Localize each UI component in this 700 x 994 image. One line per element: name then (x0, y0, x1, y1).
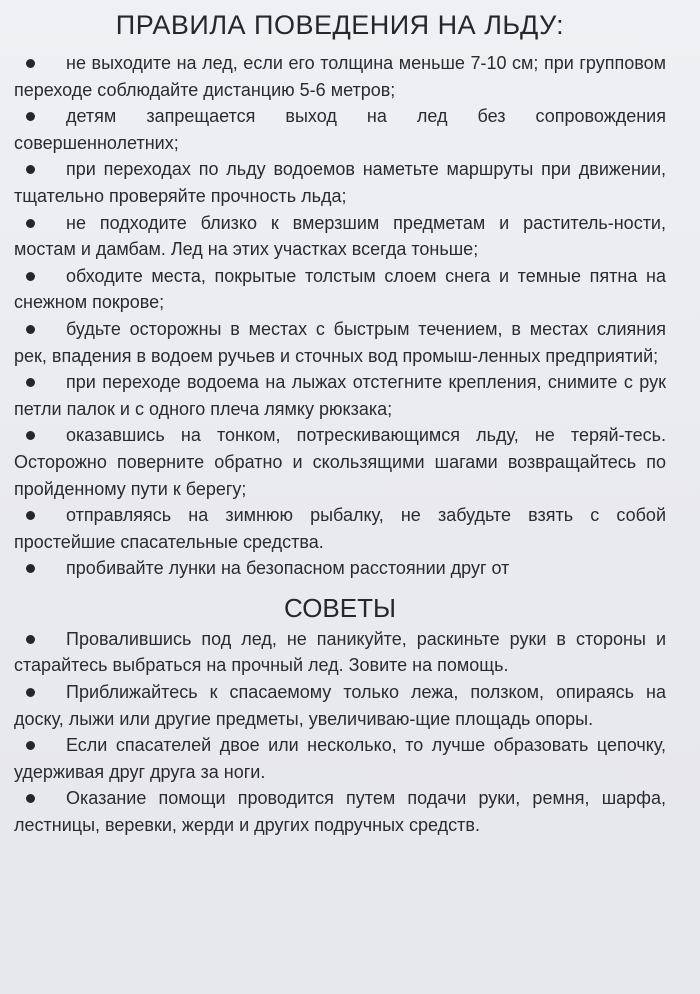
rule-text: при переходе водоема на лыжах отстегните крепления, снимите с рук петли палок и с одного плеча лямку рюкзака; (14, 372, 666, 419)
tip-text: Если спасателей двое или несколько, то лучше образовать цепочку, удерживая друг друга за ноги. (14, 735, 666, 782)
rule-text: будьте осторожны в местах с быстрым течением, в местах слияния рек, впадения в водоем ручьев и сточных вод промыш-ленных предприятий; (14, 318, 666, 366)
rule-item (14, 369, 666, 422)
rule-text: отправляясь на зимнюю рыбалку, не забудьте взять с собой простейшие спасательные средства. (14, 505, 666, 552)
bullet-icon (26, 112, 35, 121)
rule-item (14, 555, 666, 582)
rule-text: обходите места, покрытые толстым слоем снега и темные пятна на снежном покрове; (14, 265, 666, 313)
rule-text: не выходите на лед, если его толщина меньше 7-10 см; при групповом переходе соблюдайте дистанцию 5-6 метров; (14, 53, 666, 100)
rule-text: пробивайте лунки на безопасном расстоянии друг от (66, 558, 510, 579)
tip-item (14, 626, 666, 679)
bullet-icon (26, 378, 35, 387)
rule-item (14, 316, 666, 369)
rule-item (14, 263, 666, 316)
bullet-icon (26, 688, 35, 697)
rule-item (14, 210, 666, 263)
rule-text: при переходах по льду водоемов наметьте маршруты при движении, тщательно проверяйте прочность льда; (14, 159, 666, 206)
rule-item (14, 103, 666, 156)
bullet-icon (26, 165, 35, 174)
bullet-icon (26, 272, 35, 281)
tip-text: Приближайтесь к спасаемому только лежа, ползком, опираясь на доску, лыжи или другие предметы, увеличиваю-щие площадь опоры. (14, 682, 666, 729)
rule-item (14, 422, 666, 502)
tip-item (14, 732, 666, 785)
rules-list (14, 50, 666, 582)
tip-text: Провалившись под лед, не паникуйте, раскиньте руки в стороны и старайтесь выбраться на прочный лед. Зовите на помощь. (14, 628, 666, 676)
rule-text: оказавшись на тонком, потрескивающимся льду, не теряй-тесь. Осторожно поверните обратно и скользящими шагами возвращайтесь по пройденному пути к берегу; (14, 425, 666, 499)
rule-item (14, 156, 666, 209)
bullet-icon (26, 564, 35, 573)
bullet-icon (26, 219, 35, 228)
bullet-icon (26, 635, 35, 644)
tips-title: СОВЕТЫ (283, 592, 396, 623)
tip-item (14, 785, 666, 838)
tip-item (14, 679, 666, 732)
bullet-icon (26, 511, 35, 520)
bullet-icon (26, 794, 35, 803)
bullet-icon (26, 431, 35, 440)
bullet-icon (26, 741, 35, 750)
rule-text: не подходите близко к вмерзшим предметам и раститель-ности, мостам и дамбам. Лед на этих участках всегда тоньше; (14, 212, 666, 260)
bullet-icon (26, 325, 35, 334)
rule-text: детям запрещается выход на лед без сопровождения совершеннолетних; (14, 106, 666, 153)
rule-item (14, 502, 666, 555)
rule-item (14, 50, 666, 103)
rules-title: ПРАВИЛА ПОВЕДЕНИЯ НА ЛЬДУ: (115, 10, 565, 40)
tips-list (14, 626, 666, 839)
tip-text: Оказание помощи проводится путем подачи руки, ремня, шарфа, лестницы, веревки, жерди и других подручных средств. (14, 788, 666, 836)
bullet-icon (26, 59, 35, 68)
